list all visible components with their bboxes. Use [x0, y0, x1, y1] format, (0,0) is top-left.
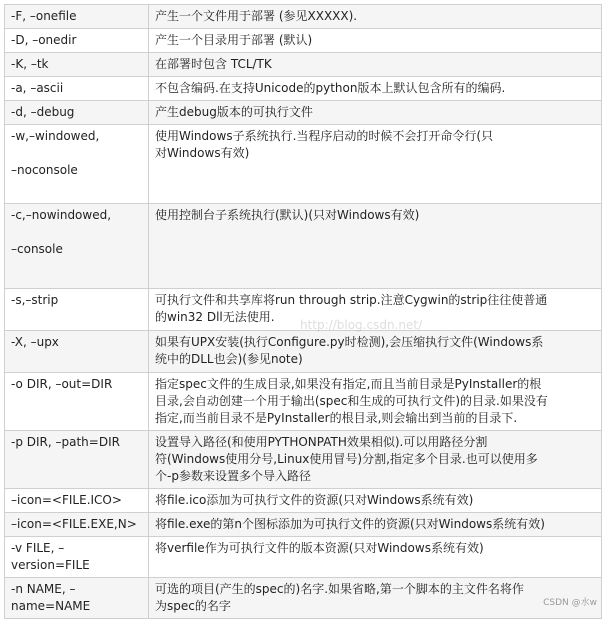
description-cell [149, 331, 602, 373]
description-cell [149, 489, 602, 513]
option-text: -n NAME, – [11, 582, 76, 596]
csdn-watermark: CSDN @水w [543, 598, 597, 608]
option-spacer [11, 145, 142, 162]
description-text: 将file.ico添加为可执行文件的资源(只对Windows系统有效) [155, 493, 474, 507]
option-cell [5, 204, 149, 289]
option-text: -d, –debug [11, 105, 75, 119]
description-text: 使用控制台子系统执行(默认)(只对Windows有效) [155, 208, 420, 222]
description-cell [149, 204, 602, 289]
option-text: -c,–nowindowed, [11, 208, 112, 222]
description-text: 使用Windows子系统执行.当程序启动的时候不会打开命令行(只 [155, 129, 494, 143]
option-text: –icon=<FILE.EXE,N> [11, 517, 137, 531]
table-row [5, 578, 602, 619]
description-text: 将file.exe的第n个图标添加为可执行文件的资源(只对Windows系统有效) [155, 517, 545, 531]
option-cell [5, 29, 149, 53]
description-cell [149, 537, 602, 578]
option-cell [5, 289, 149, 331]
description-cell [149, 513, 602, 537]
description-text: 产生debug版本的可执行文件 [155, 105, 313, 119]
description-cell [149, 125, 602, 204]
option-cell [5, 125, 149, 204]
description-text: 可选的项目(产生的spec的)名字.如果省略,第一个脚本的主文件名将作 [155, 582, 524, 596]
description-text: 目录,会自动创建一个用于输出(spec和生成的可执行文件)的目录.如果没有 [155, 394, 548, 408]
description-text: 的win32 Dll无法使用. [155, 310, 275, 324]
description-text: 将verfile作为可执行文件的版本资源(只对Windows系统有效) [155, 541, 484, 555]
table-row [5, 431, 602, 489]
option-text: -w,–windowed, [11, 129, 100, 143]
description-text: 符(Windows使用分号,Linux使用冒号)分割,指定多个目录.也可以使用多 [155, 452, 538, 466]
option-cell [5, 489, 149, 513]
table-row [5, 125, 602, 204]
option-text: -v FILE, – [11, 541, 65, 555]
option-cell [5, 537, 149, 578]
table-row [5, 204, 602, 289]
table-row [5, 29, 602, 53]
faint-watermark: http://blog.csdn.net/ [300, 318, 423, 332]
option-text: -X, –upx [11, 335, 59, 349]
option-text: -o DIR, –out=DIR [11, 377, 113, 391]
option-text: -D, –onedir [11, 33, 77, 47]
description-cell [149, 578, 602, 619]
description-text: 产生一个文件用于部署 (参见XXXXX). [155, 9, 358, 23]
description-text: 统中的DLL也会)(参见note) [155, 352, 303, 366]
option-cell [5, 77, 149, 101]
description-text: 如果有UPX安装(执行Configure.py时检测),会压缩执行文件(Windows系 [155, 335, 544, 349]
description-cell [149, 431, 602, 489]
description-text: 为spec的名字 [155, 599, 231, 613]
description-text: 产生一个目录用于部署 (默认) [155, 33, 313, 47]
option-cell [5, 53, 149, 77]
option-text: -K, –tk [11, 57, 49, 71]
option-text: -a, –ascii [11, 81, 64, 95]
table-row [5, 537, 602, 578]
option-text: -F, –onefile [11, 9, 77, 23]
description-cell [149, 29, 602, 53]
table-row [5, 101, 602, 125]
option-cell [5, 5, 149, 29]
description-cell [149, 101, 602, 125]
table-row [5, 5, 602, 29]
table-row [5, 53, 602, 77]
option-text: –icon=<FILE.ICO> [11, 493, 122, 507]
table-row [5, 77, 602, 101]
option-text: version=FILE [11, 558, 90, 572]
option-text: -p DIR, –path=DIR [11, 435, 120, 449]
table-row [5, 331, 602, 373]
description-cell [149, 53, 602, 77]
option-spacer [11, 224, 142, 241]
option-text: name=NAME [11, 599, 91, 613]
description-cell [149, 373, 602, 431]
description-text: 在部署时包含 TCL/TK [155, 57, 272, 71]
description-text: 指定,而当前目录不是PyInstaller的根目录,则会输出到当前的目录下. [155, 411, 518, 425]
table-row [5, 513, 602, 537]
description-cell [149, 5, 602, 29]
description-text: 设置导入路径(和使用PYTHONPATH效果相似).可以用路径分割 [155, 435, 488, 449]
option-text: –noconsole [11, 163, 78, 177]
description-text: 可执行文件和共享库将run through strip.注意Cygwin的strip往往使普通 [155, 293, 548, 307]
table-row [5, 489, 602, 513]
option-cell [5, 101, 149, 125]
option-cell [5, 578, 149, 619]
option-cell [5, 373, 149, 431]
options-table-body [5, 5, 602, 619]
description-text: 不包含编码.在支持Unicode的python版本上默认包含所有的编码. [155, 81, 506, 95]
description-text: 指定spec文件的生成目录,如果没有指定,而且当前目录是PyInstaller的根 [155, 377, 542, 391]
option-cell [5, 431, 149, 489]
option-text: -s,–strip [11, 293, 59, 307]
options-table [4, 4, 602, 619]
option-cell [5, 513, 149, 537]
option-text: –console [11, 242, 63, 256]
description-text: 个-p参数来设置多个导入路径 [155, 469, 311, 483]
option-cell [5, 331, 149, 373]
table-row [5, 373, 602, 431]
description-text: 对Windows有效) [155, 146, 250, 160]
description-cell [149, 77, 602, 101]
